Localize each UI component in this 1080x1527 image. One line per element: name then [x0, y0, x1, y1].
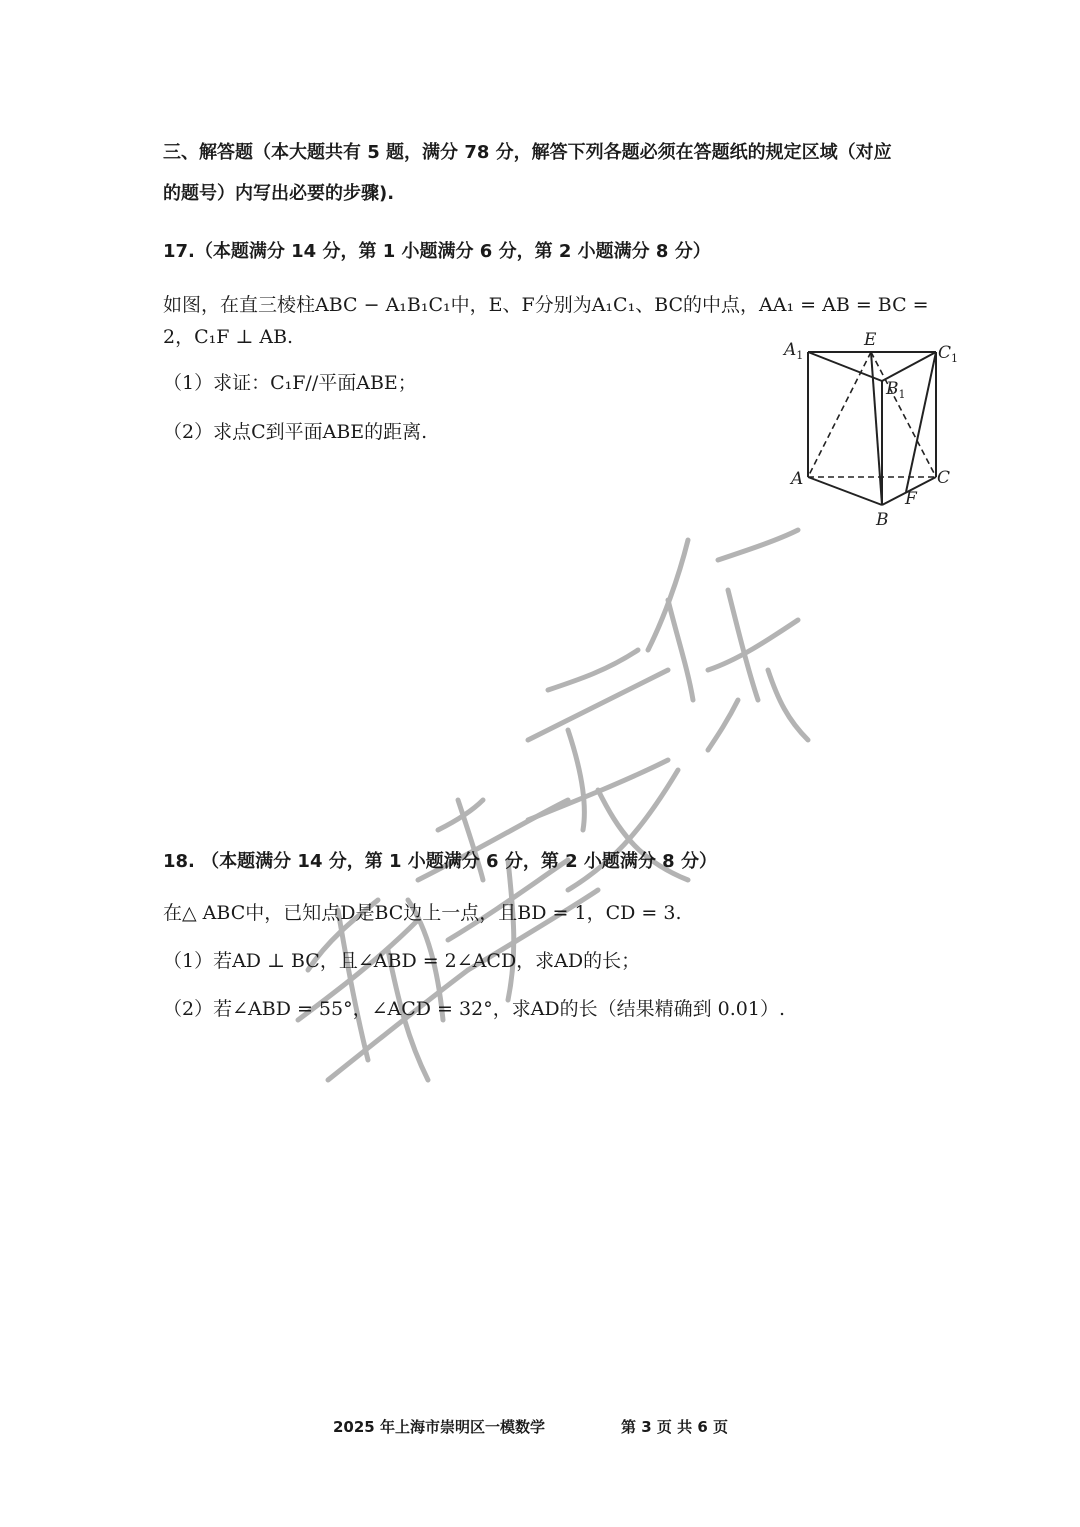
q18-header: 18. （本题满分 14 分，第 1 小题满分 6 分，第 2 小题满分 8 分）	[163, 851, 717, 872]
segment-eb	[871, 352, 882, 505]
q17-part1: （1）求证：C₁F//平面ABE；	[163, 372, 417, 394]
q18-part1: （1）若AD ⊥ BC，且∠ABD = 2∠ACD，求AD的长；	[163, 950, 641, 972]
hidden-segment-ea	[808, 352, 871, 477]
q18-part2: （2）若∠ABD = 55°，∠ACD = 32°，求AD的长（结果精确到 0.01）.	[163, 998, 786, 1020]
footer-title: 2025 年上海市崇明区一模数学	[333, 1418, 545, 1436]
q17-stem-line1: 如图，在直三棱柱ABC − A₁B₁C₁中，E、F分别为A₁C₁、BC的中点，AA₁ = AB = BC =	[163, 294, 929, 316]
q17-header: 17.（本题满分 14 分，第 1 小题满分 6 分，第 2 小题满分 8 分）	[163, 241, 711, 262]
label-a: A	[791, 469, 804, 489]
edge-ab	[808, 477, 882, 505]
label-c: C	[937, 468, 951, 488]
segment-c1f	[906, 352, 936, 492]
label-a1: $A_1$	[784, 340, 804, 362]
label-b1: $B_1$	[886, 379, 906, 401]
label-f: F	[905, 489, 917, 509]
prism-figure	[778, 328, 958, 538]
section-heading-line2: 的题号）内写出必要的步骤).	[163, 183, 395, 204]
footer-page-number: 第 3 页 共 6 页	[621, 1418, 728, 1436]
label-b: B	[876, 510, 889, 530]
q17-part2: （2）求点C到平面ABE的距离.	[163, 421, 428, 443]
label-c1: $C_1$	[938, 343, 958, 365]
q17-stem-line2: 2，C₁F ⊥ AB.	[163, 326, 294, 348]
edge-b1c1	[882, 352, 936, 381]
section-heading-line1: 三、解答题（本大题共有 5 题，满分 78 分，解答下列各题必须在答题纸的规定区域（对应	[163, 142, 892, 163]
q18-stem: 在△ ABC中，已知点D是BC边上一点，且BD = 1，CD = 3.	[163, 902, 682, 924]
label-e: E	[864, 330, 877, 350]
hidden-segment-ec	[871, 352, 936, 477]
